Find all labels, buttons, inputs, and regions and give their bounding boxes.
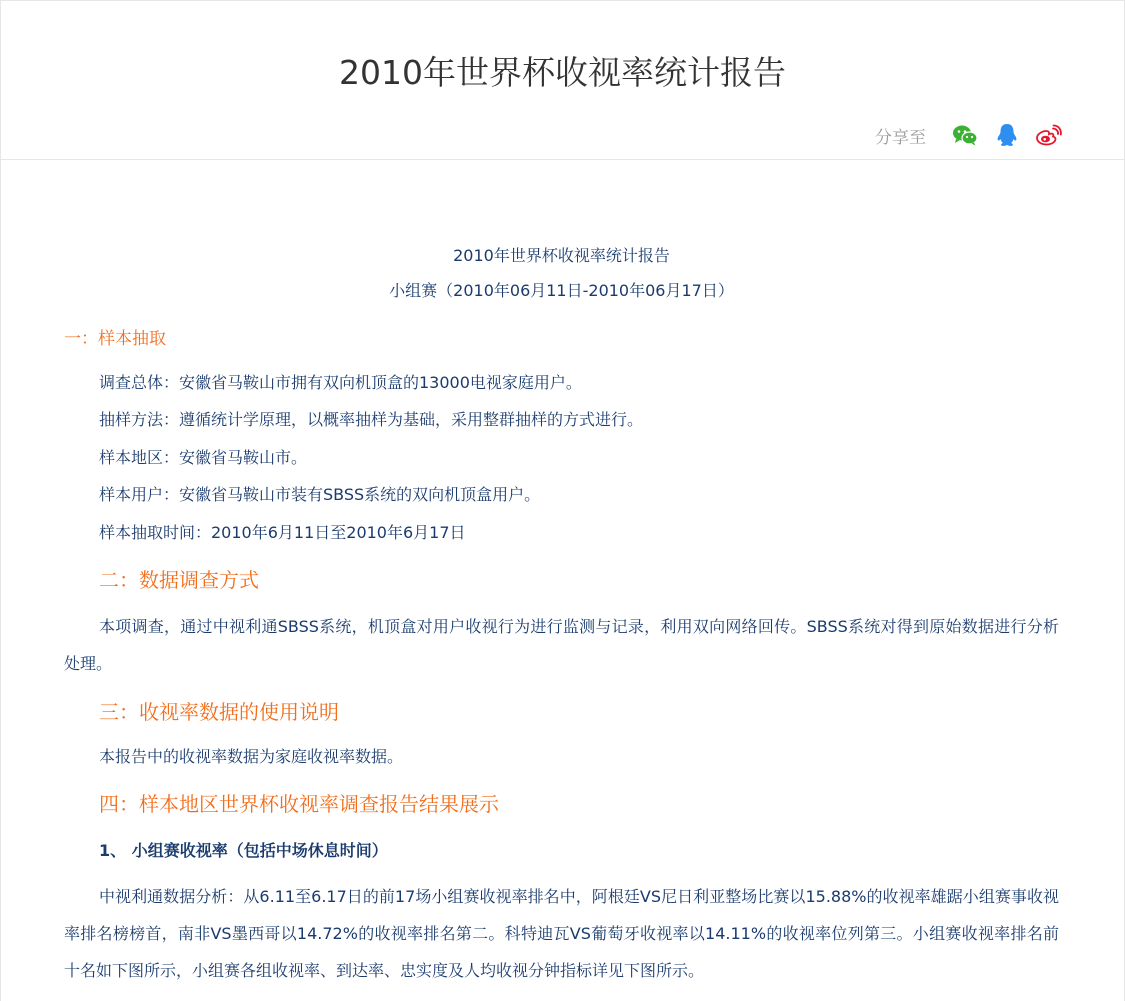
- method-paragraph: 本项调查，通过中视利通SBSS系统，机顶盒对用户收视行为进行监测与记录，利用双向网络回传。SBSS系统对得到原始数据进行分析处理。: [64, 617, 1059, 673]
- doc-title: 2010年世界杯收视率统计报告: [453, 246, 670, 265]
- wechat-icon[interactable]: [950, 120, 980, 150]
- sampling-line: 样本抽取时间：2010年6月11日至2010年6月17日: [99, 523, 466, 542]
- usage-paragraph: 本报告中的收视率数据为家庭收视率数据。: [99, 747, 404, 766]
- sampling-line: 抽样方法：遵循统计学原理，以概率抽样为基础，采用整群抽样的方式进行。: [99, 410, 644, 429]
- page-title: 2010年世界杯收视率统计报告: [339, 53, 786, 92]
- section-heading-method: 二：数据调查方式: [99, 568, 259, 592]
- section-heading-usage: 三：收视率数据的使用说明: [99, 700, 339, 724]
- sampling-line: 调查总体：安徽省马鞍山市拥有双向机顶盒的13000电视家庭用户。: [99, 373, 582, 392]
- results-subheading: 1、 小组赛收视率（包括中场休息时间）: [99, 841, 388, 860]
- share-bar: [875, 120, 1064, 150]
- sampling-line: 样本地区：安徽省马鞍山市。: [99, 448, 308, 467]
- section-heading-results: 四：样本地区世界杯收视率调查报告结果展示: [99, 792, 499, 816]
- qq-icon[interactable]: [992, 120, 1022, 150]
- sampling-line: 样本用户：安徽省马鞍山市装有SBSS系统的双向机顶盒用户。: [99, 485, 541, 504]
- doc-subtitle: 小组赛（2010年06月11日-2010年06月17日）: [389, 281, 734, 300]
- article-header: [1, 1, 1124, 160]
- share-label: 分享至: [875, 127, 926, 148]
- results-paragraph: 中视利通数据分析：从6.11至6.17日的前17场小组赛收视率排名中，阿根廷VS尼日利亚整场比赛以15.88%的收视率雄踞小组赛事收视率排名榜榜首，南非VS墨西哥以14.72%的收视率排名第二。科特迪瓦VS葡萄牙收视率以14.11%的收视率位列第三。小组赛收视率排名前十名如下图所示，小组赛各组收视率、到达率、忠实度及人均收视分钟指标详见下图所示。: [64, 887, 1059, 980]
- section-heading-sampling: 一：样本抽取: [64, 329, 166, 349]
- weibo-icon[interactable]: [1034, 120, 1064, 150]
